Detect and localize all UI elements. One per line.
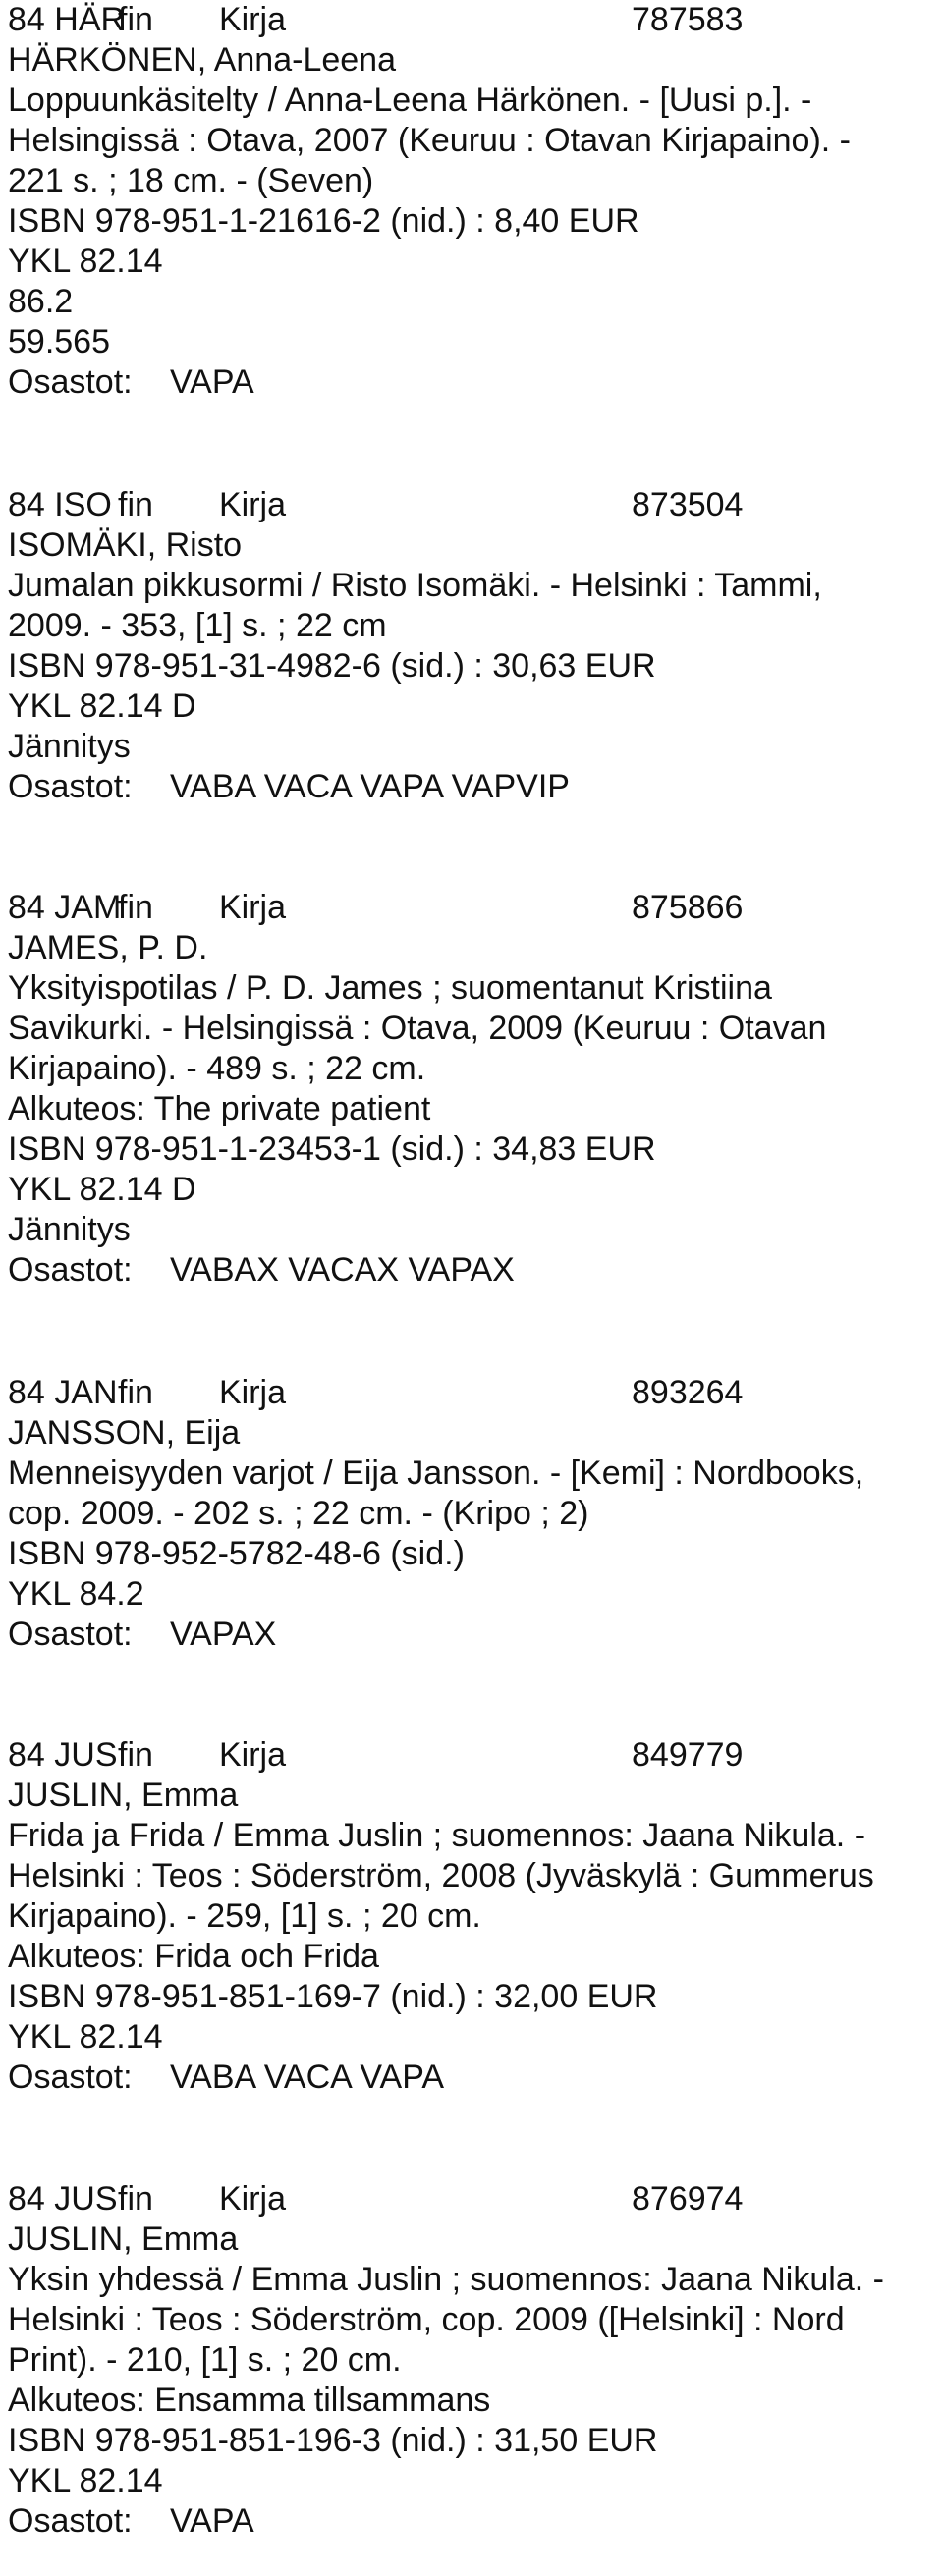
departments-label: Osastot: (8, 363, 133, 401)
record-header (8, 1735, 874, 1776)
author-line: HÄRKÖNEN, Anna-Leena (8, 41, 396, 79)
catalog-record (8, 2179, 884, 2542)
material-type: Kirja (219, 1736, 287, 1774)
record-header (8, 485, 822, 525)
record-header (8, 888, 826, 928)
bibliographic-line: Savikurki. - Helsingissä : Otava, 2009 (Keuruu : Otavan (8, 1010, 827, 1047)
departments-line (8, 1615, 863, 1655)
departments-line (8, 362, 851, 403)
language-code: fin (118, 2180, 153, 2218)
bibliographic-line: ISBN 978-951-1-21616-2 (nid.) : 8,40 EUR (8, 202, 639, 240)
shelf-code: 84 JAN (8, 1374, 118, 1411)
departments-line (8, 767, 822, 807)
bibliographic-line: Jumalan pikkusormi / Risto Isomäki. - Helsinki : Tammi, (8, 567, 822, 604)
shelf-code: 84 ISO (8, 486, 112, 523)
catalog-record (8, 1373, 863, 1655)
bibliographic-line: Helsinki : Teos : Söderström, 2008 (Jyväskylä : Gummerus (8, 1857, 874, 1894)
record-header (8, 0, 851, 40)
bibliographic-line: Yksin yhdessä / Emma Juslin ; suomennos: Jaana Nikula. - (8, 2261, 884, 2298)
catalog-record (8, 0, 851, 403)
bibliographic-line: cop. 2009. - 202 s. ; 22 cm. - (Kripo ; 2) (8, 1495, 589, 1532)
record-id: 873504 (632, 486, 744, 523)
bibliographic-line: Alkuteos: The private patient (8, 1090, 431, 1127)
bibliographic-line: Menneisyyden varjot / Eija Jansson. - [Kemi] : Nordbooks, (8, 1454, 864, 1492)
bibliographic-line: YKL 82.14 (8, 2018, 163, 2055)
bibliographic-line: ISBN 978-952-5782-48-6 (sid.) (8, 1535, 465, 1572)
bibliographic-line: ISBN 978-951-1-23453-1 (sid.) : 34,83 EUR (8, 1130, 656, 1168)
bibliographic-line: YKL 82.14 D (8, 687, 196, 725)
material-type: Kirja (219, 486, 287, 523)
bibliographic-line: ISBN 978-951-31-4982-6 (sid.) : 30,63 EUR (8, 647, 656, 685)
bibliographic-line: Jännitys (8, 1211, 131, 1248)
material-type: Kirja (219, 2180, 287, 2218)
bibliographic-line: 2009. - 353, [1] s. ; 22 cm (8, 607, 387, 644)
bibliographic-line: Helsingissä : Otava, 2007 (Keuruu : Otavan Kirjapaino). - (8, 122, 851, 159)
record-header (8, 1373, 863, 1413)
catalog-record (8, 1735, 874, 2098)
author-line: JUSLIN, Emma (8, 1777, 239, 1814)
departments-label: Osastot: (8, 2058, 133, 2096)
shelf-code: 84 JUS (8, 2180, 118, 2218)
author-line: JUSLIN, Emma (8, 2220, 239, 2258)
material-type: Kirja (219, 1, 287, 38)
catalog-record (8, 888, 826, 1290)
record-id: 875866 (632, 889, 744, 926)
bibliographic-line: YKL 82.14 (8, 243, 163, 280)
shelf-code: 84 HÄR (8, 1, 126, 38)
bibliographic-line: 59.565 (8, 323, 110, 360)
shelf-code: 84 JAM (8, 889, 122, 926)
departments-line (8, 2501, 884, 2542)
bibliographic-line: Alkuteos: Frida och Frida (8, 1938, 379, 1975)
bibliographic-line: Jännitys (8, 728, 131, 765)
departments-label: Osastot: (8, 1616, 133, 1653)
departments-label: Osastot: (8, 768, 133, 805)
bibliographic-line: ISBN 978-951-851-169-7 (nid.) : 32,00 EUR (8, 1978, 658, 2015)
author-line: JAMES, P. D. (8, 929, 208, 966)
departments-value: VABAX VACAX VAPAX (170, 1251, 515, 1288)
bibliographic-line: Helsinki : Teos : Söderström, cop. 2009 ([Helsinki] : Nord (8, 2301, 845, 2338)
bibliographic-line: Kirjapaino). - 489 s. ; 22 cm. (8, 1050, 426, 1087)
record-id: 876974 (632, 2180, 744, 2218)
bibliographic-line: 86.2 (8, 283, 74, 320)
record-id: 787583 (632, 1, 744, 38)
material-type: Kirja (219, 1374, 287, 1411)
bibliographic-line: YKL 82.14 D (8, 1171, 196, 1208)
language-code: fin (118, 1374, 153, 1411)
departments-label: Osastot: (8, 2502, 133, 2540)
catalog-record (8, 485, 822, 807)
language-code: fin (118, 486, 153, 523)
departments-value: VAPAX (170, 1616, 277, 1653)
bibliographic-line: Loppuunkäsitelty / Anna-Leena Härkönen. - [Uusi p.]. - (8, 82, 812, 119)
bibliographic-line: YKL 82.14 (8, 2462, 163, 2499)
record-id: 893264 (632, 1374, 744, 1411)
shelf-code: 84 JUS (8, 1736, 118, 1774)
language-code: fin (118, 1736, 153, 1774)
material-type: Kirja (219, 889, 287, 926)
author-line: JANSSON, Eija (8, 1414, 241, 1452)
record-id: 849779 (632, 1736, 744, 1774)
bibliographic-line: YKL 84.2 (8, 1575, 144, 1613)
language-code: fin (118, 1, 153, 38)
record-header (8, 2179, 884, 2220)
departments-value: VABA VACA VAPA VAPVIP (170, 768, 570, 805)
bibliographic-line: Print). - 210, [1] s. ; 20 cm. (8, 2341, 402, 2379)
bibliographic-line: Alkuteos: Ensamma tillsammans (8, 2382, 491, 2419)
departments-line (8, 2057, 874, 2098)
departments-value: VAPA (170, 2502, 254, 2540)
bibliographic-line: 221 s. ; 18 cm. - (Seven) (8, 162, 374, 199)
departments-line (8, 1250, 826, 1290)
bibliographic-line: Yksityispotilas / P. D. James ; suomentanut Kristiina (8, 969, 772, 1007)
bibliographic-line: ISBN 978-951-851-196-3 (nid.) : 31,50 EUR (8, 2422, 658, 2459)
bibliographic-line: Kirjapaino). - 259, [1] s. ; 20 cm. (8, 1897, 481, 1935)
departments-value: VAPA (170, 363, 254, 401)
departments-label: Osastot: (8, 1251, 133, 1288)
language-code: fin (118, 889, 153, 926)
bibliographic-line: Frida ja Frida / Emma Juslin ; suomennos: Jaana Nikula. - (8, 1817, 866, 1854)
author-line: ISOMÄKI, Risto (8, 526, 243, 564)
departments-value: VABA VACA VAPA (170, 2058, 445, 2096)
